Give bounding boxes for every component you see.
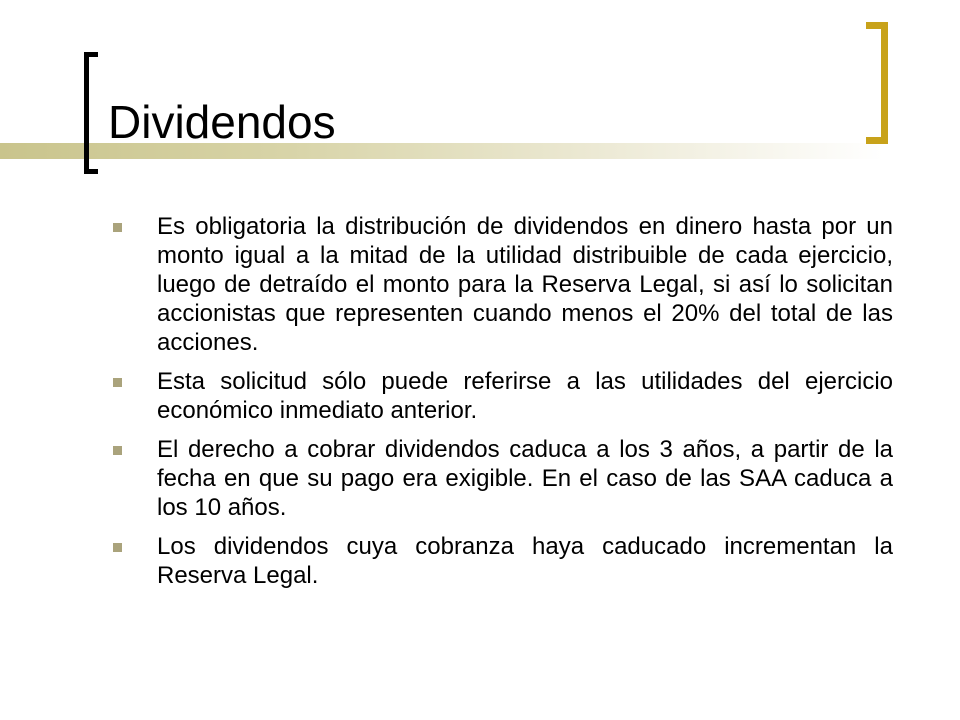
bullet-list	[113, 212, 893, 600]
square-bullet-icon	[113, 378, 122, 387]
bullet-item	[113, 435, 893, 522]
square-bullet-icon	[113, 446, 122, 455]
bullet-item	[113, 367, 893, 425]
right-bracket-decoration	[866, 22, 888, 144]
square-bullet-icon	[113, 223, 122, 232]
slide-title: Dividendos	[108, 96, 336, 148]
bullet-text: Esta solicitud sólo puede referirse a las utilidades del ejercicio económico inmediato anterior.	[157, 368, 893, 424]
square-bullet-icon	[113, 543, 122, 552]
bullet-text: El derecho a cobrar dividendos caduca a los 3 años, a partir de la fecha en que su pago era exigible. En el caso de las SAA caduca a los 10 años.	[157, 436, 893, 521]
bullet-text: Es obligatoria la distribución de dividendos en dinero hasta por un monto igual a la mitad de la utilidad distribuible de cada ejercicio, luego de detraído el monto para la Reserva Legal, si así lo solicitan accionistas que representen cuando menos el 20% del total de las acciones.	[157, 213, 893, 356]
left-bracket-decoration	[84, 52, 98, 174]
bullet-text: Los dividendos cuya cobranza haya caducado incrementan la Reserva Legal.	[157, 533, 893, 589]
bullet-item	[113, 212, 893, 357]
bullet-item	[113, 532, 893, 590]
